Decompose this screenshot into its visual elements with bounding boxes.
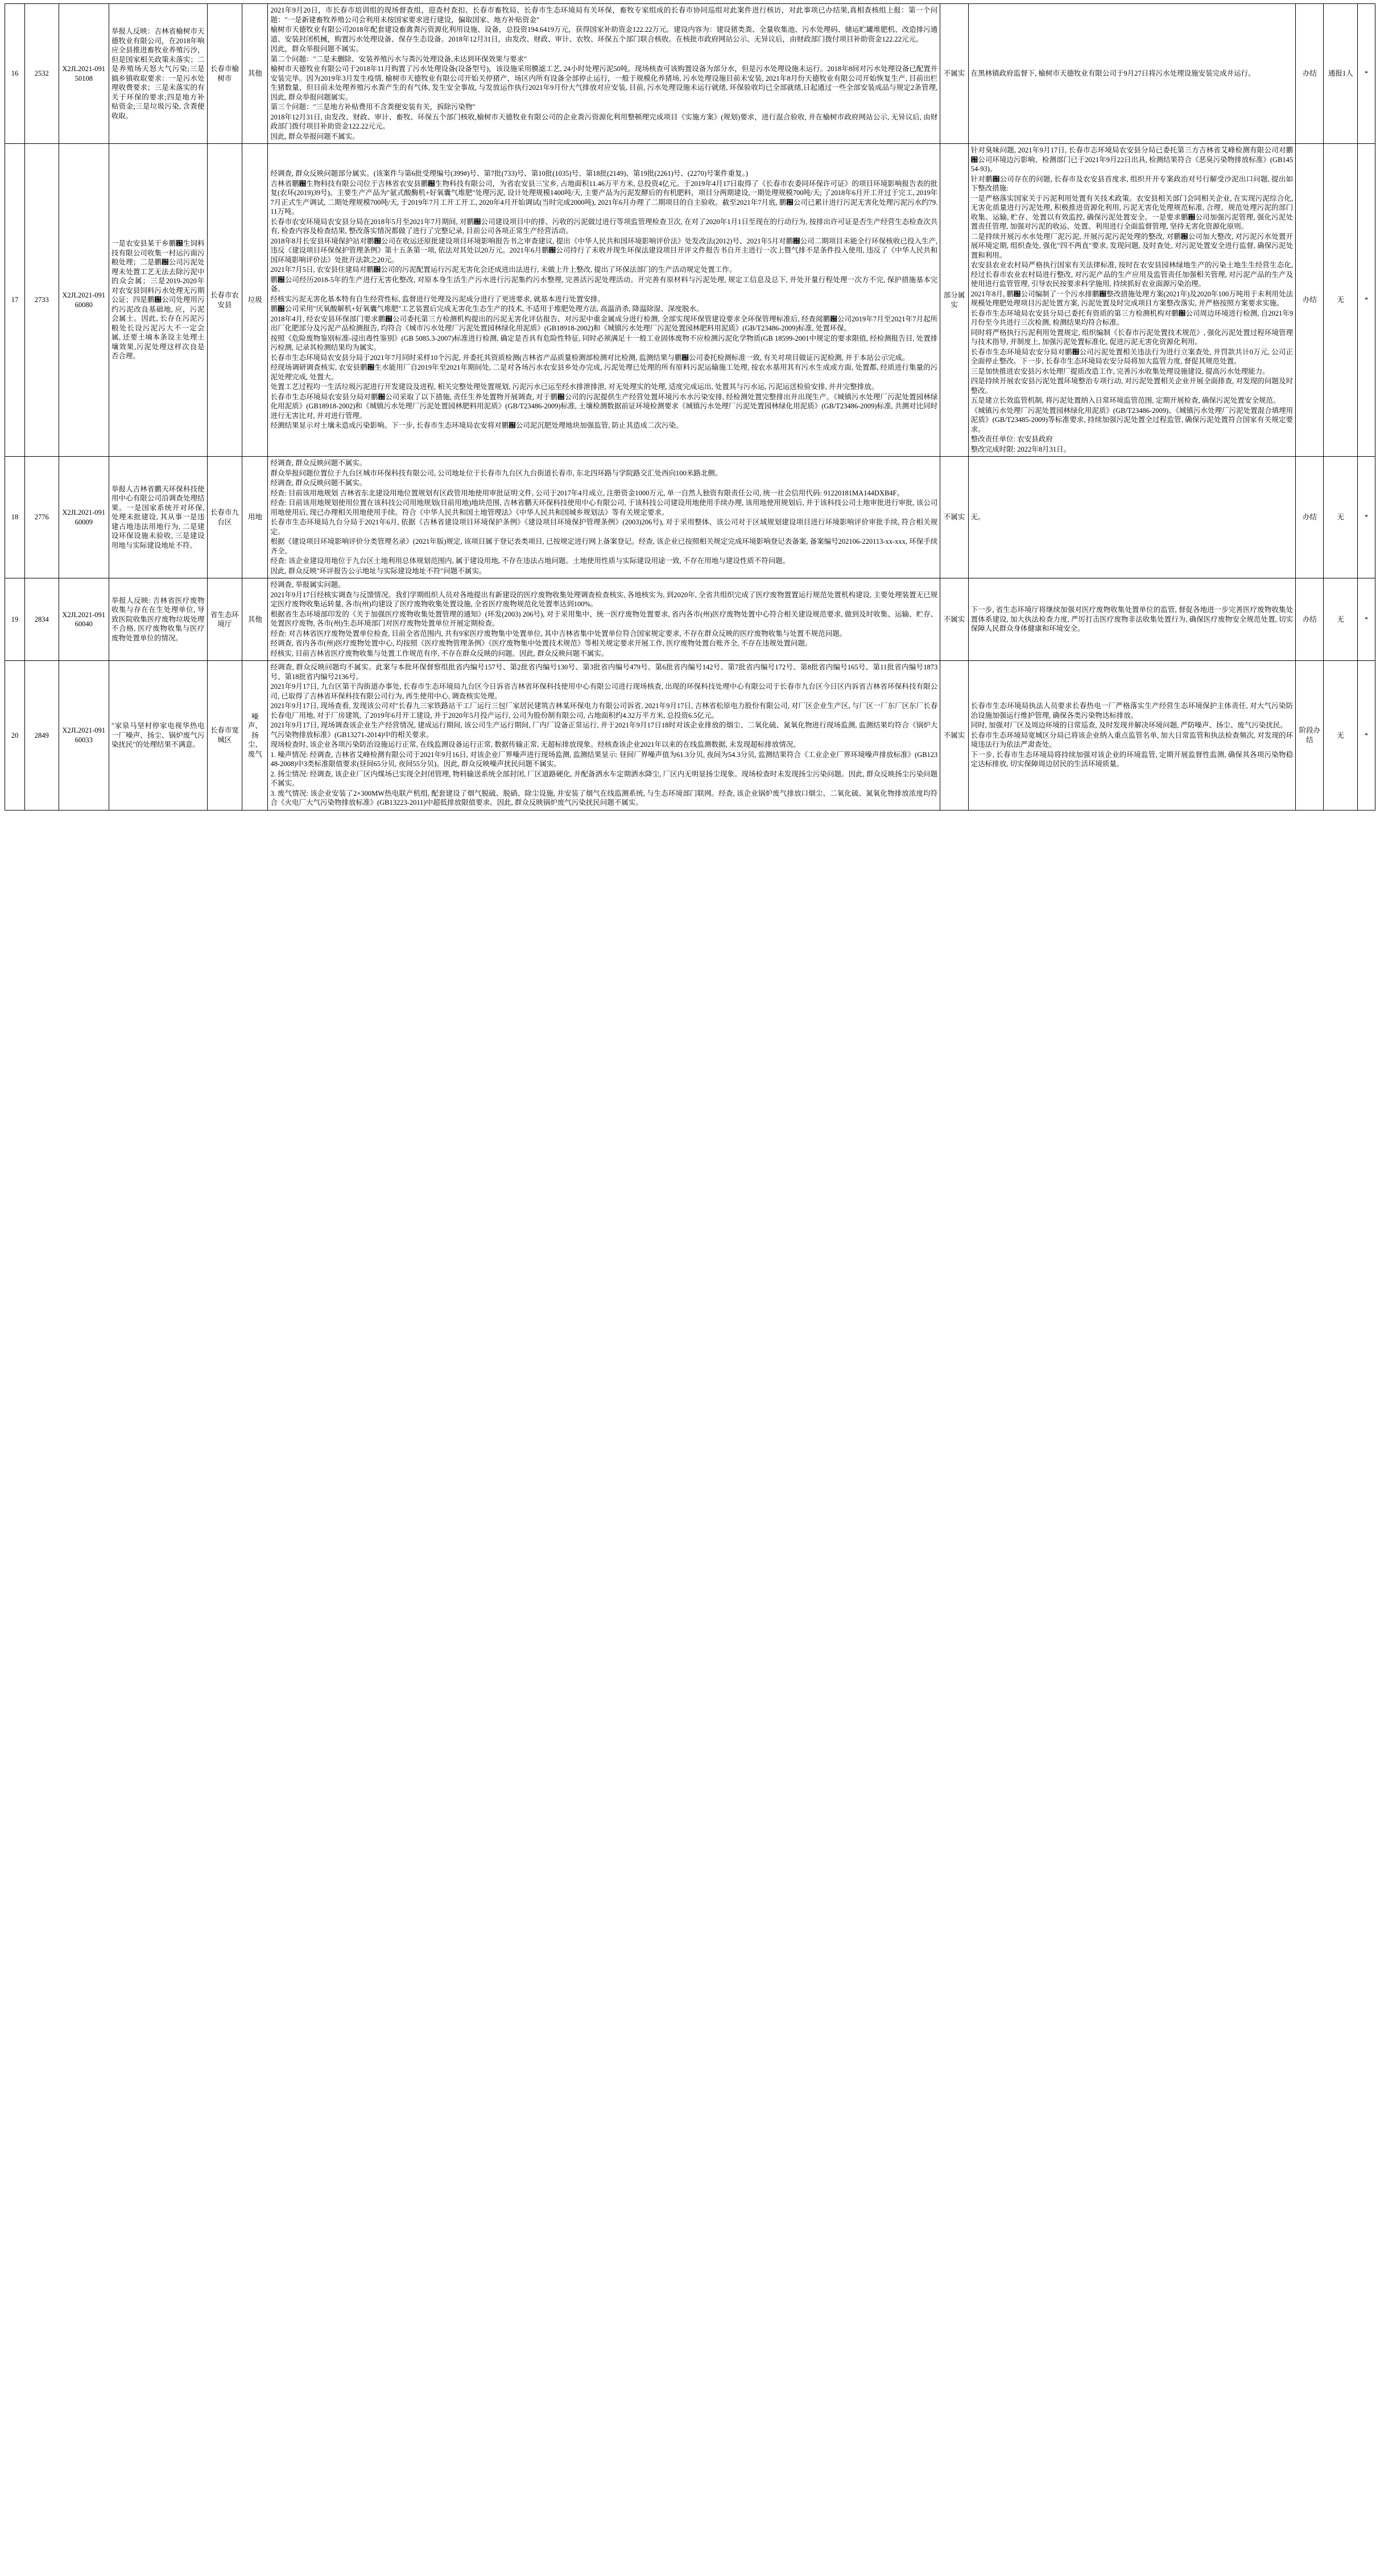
row-status: 办结 (1296, 144, 1324, 457)
row-number: 2733 (24, 144, 59, 457)
row-status: 阶段办结 (1296, 661, 1324, 811)
table-body (5, 4, 1375, 811)
row-measure: 针对臭味问题, 2021年9月17日, 长春市志环境局农安县分局已委托第三方吉林省艾峰检测有限公司对鹏԰公司环境边污影响、检测部门已于2021年9月22日出具, 检测结果符合《恶臭污染物排放标准》(GB14554-93)。 针对鹏԰公司存在的问题, 长春市及农安县首度求, 组织开开专案政治对号行解受沙泥出口问题, 提出如下整改措施: 一是严格落实国家关于污泥利用处置有关技术政策。农安县相关部门会同相关企业, 在实现污泥综合化, 无害化质量进行污泥处理, 积极推进资源化利用, 污泥无害化处理规范标准, 合理、规范处理污泥的部门收集、运输, 贮存、处置以有效监控, 确保污泥处置安全。一是要求鹏԰公司加强污泥管理, 强化污泥处置责任管理, 加强对污泥的收运、处置、利用进行全面监督管理, 坚持无害化资源化原则。 二是持续开展污水水处理厂泥污泥, 开展污泥污泥处理的整改, 对鹏԰公司加大整改, 对污泥污水处置开展环境定期, 组织查处, 强化"四不两直"要求, 发现问题, 及时查处, 对污泥处置安全进行监督, 确保污泥处置和利用。 农安县农业农村局严格执行国家有关法律标准, 按时在农安县园林绿地生产的污染土地生生经营生态化, 经过长春市农业农村局进行整改, 对污泥产品的生产应用及监管责任加强相关管理, 对污泥产品的生产及使用进行监管管理, 引导农民按要求科学施用, 持续抓好农业面源污染治理。 2021年8月, 鹏԰公司编制了一个污水排鹏԰整改措施处理方案(2021年)及2020年100万吨用于未利用处法规模处理肥处理项目污泥处置方案, 污泥处置及时完成项目方案整改落实, 并严格按照方案要求实施。 长春市生态环境局农安县分局已委托有资质的第三方检测机构对鹏԰公司周边环境进行检测, 自2021年9月份至今共进行三次检测, 检测结果均符合标准。 同时将严格执行污泥利用处置规定, 组织编制《长春市污泥处置技术规范》, 强化污泥处置过程环境管理与技术指导, 并制度上, 加强污泥处置标准化, 促进污泥无害化资源化利用。 长春市生态环境局农安分局对鹏԰公司污泥处置相关违法行为进行立案查处, 并罚款共计0万元, 公司正全面停止整改。下一步, 长春市生态环境局农安分局将加大监管力度, 督促其规范处置。 三是加快推进农安县污水处理厂提质改造工作, 完善污水收集处理设施建设, 提高污水处理能力。 四是持续开展农安县污泥处置环境整治专项行动, 对污泥处置相关企业开展全面排查, 对发现的问题及时整改。 五是建立长效监管机制, 将污泥处置纳入日常环境监管范围, 定期开展检查, 确保污泥处置安全规范。 《城镇污水处理厂污泥处置园林绿化用泥质》(GB/T23486-2009)、《城镇污水处理厂污泥处置混合填埋用泥质》(GB/T23485-2009)等标准要求, 持续加强污泥处置全过程监管, 确保污泥处置符合国家有关规定要求。 整改责任单位: 农安县政府 整改完成时限: 2022年8月31日。 (968, 144, 1296, 457)
row-index: 19 (5, 578, 25, 661)
row-measure: 在黑林镇政府监督下, 榆树市天德牧业有限公司于9月27日将污水处理设施安装完成并运行。 (968, 4, 1296, 144)
row-responsibility: 无 (1324, 457, 1358, 578)
row-area: 长春市农安县 (207, 144, 242, 457)
row-complaint-content: 举报人反映：吉林省榆树市天德牧业有限公司，在2018年响应全县推进畜牧业养殖污沙，但是国家相关政策未落实；二是养殖场天怒大气污染;三是搞乡镇收取要求：一是污水处理收费要求；三是未落实的有关于环保的要求;四是地方补贴资金;三是垃圾污染, 含粪便收取。 (109, 4, 207, 144)
row-area: 长春市宽城区 (207, 661, 242, 811)
row-is-true: 不属实 (940, 4, 968, 144)
row-status: 办结 (1296, 4, 1324, 144)
row-responsibility: 无 (1324, 661, 1358, 811)
row-number: 2776 (24, 457, 59, 578)
row-measure: 无。 (968, 457, 1296, 578)
row-index: 18 (5, 457, 25, 578)
row-investigation-detail: 经调查, 群众反映问题不属实。 群众举报问题位置位于九台区城市环保科技有限公司, 公司地址位于长春市九台区九台街道长春市, 东北四环路与学院路交汇处西向100米路北侧。 经调查, 群众反映问题不属实。 经查: 目前该用地规划 吉林省东北建设用地位置规划有区政管用地使用审批证明文件, 公司于2017年4月成立, 注册资金1000万元, 单一自然人独资有限责任公司, 统一社会信用代码: 91220181MA144DXB4F。 经查: 目前该用地规划使用位置在该科技公司用地规划(目前用地)地块范围, 吉林省鹏天环保科技使用中心有限公司, 于该科技公司建设用地使用手续办理, 该用地使用规划后, 并于该科技公司土地审批进行审批, 该公司用地使用后, 现已办理相关用地使用手续。符合《中华人民共和国土地管理法》《中华人民共和国城乡规划法》等有关规定要求。 长春市生态环境局九台分局于2021年6月, 依据《吉林省建设项目环境保护条例》《建设项目环境保护管理条例》(2003)206号), 对于采用整体、该公司对于区域规划建设项目进行环境影响评价审批手续, 符合相关规定。 根据《建设项目环境影响评价分类管理名录》(2021年版)规定, 该项目属于登记表类项目, 已按规定进行网上备案登记。经查, 该企业已按照相关规定完成环境影响登记表备案, 备案编号202106-220113-xx-xxx, 环保手续齐全。 经查: 该企业建设用地位于九台区土地利用总体规划范围内, 属于建设用地, 不存在违法占地问题。土地使用性质与实际建设用途一致, 不存在用地与建设性质不符问题。 因此, 群众反映"环评报告公示地址与实际建设地址不符"问题不属实。 (268, 457, 940, 578)
row-remark: * (1358, 457, 1375, 578)
table-row (5, 144, 1375, 457)
row-responsibility: 无 (1324, 578, 1358, 661)
row-status: 办结 (1296, 578, 1324, 661)
row-investigation-detail: 经调查, 群众反映问题部分属实。(该案件与第6批受理编号(399#)号、第7批(733)号、第10批(1035)号、第18批(2149)、第19批(2261)号、(2270)号案件重复。) 吉林省鹏԰生物科技有限公司位于吉林省农安县鹏԰生物科技有限公司，为省农安县三宝乡, 占地面积11.46万平方米, 总投资4亿元。于2019年4月17日取得了《长春市农委同环保许可证》的项目环境影响报告表的批复(农环(2019)39号)。主要生产产品为"氨式酸酶机+好氧囊气堆肥"处理污泥, 设计处理规模1400吨/天, 主要产品为污泥发酵后的有机肥料，项目分两期建设,一期处理规模700吨/天; 了2018年6月开工开过于完工, 2019年7月正式生产调试, 二期处理规模700吨/天, 于2019年7月工开工开工, 2020年4月开始调试(当时完成2000吨), 2021年6月办理了二期项目的自主验收。截至2021年7月底, 鹏԰公司已累计进行污泥无害化处理污泥污水约79.11万吨。 长春市农安环境局农安县分局在2018年5月至2021年7月期间, 对鹏԰公司建设项目中的排、污收的污泥做过进行等项监管理检查卫次, 在对了2020年1月1日至现在的行动行为, 按排出许可证是否生产经营生态检查次共有, 检查内容及检查结果, 整改落实情况都做了进行了完整记录, 目前公司各项正常生产经营活动。 2018年8月长安县环境保护站对鹏԰公司在收运还原批建设项目环境影响报告书之审查建议, 提出《中华人民共和国环境影响评价法》处发改法(2012)号、2021年5月对鹏԰公司二期项目未能全行环保核收已投入生产, 违反《建设项目环保保护管理条例》第十五条第一项, 依法对其处以20万元。2021年6月鹏԰公司持行了未收并现生环保法建设项目开评文件报告书自开主进行一次上暨气排不是条件投入使用, 违反了《中华人民共和国环境影响评价法》处批开法款之20元。 2021年7月5日, 农安县住建局对鹏԰公司的污泥配置运行污泥无害化会还成进出法进行, 未做上升上整改, 提出了环保法部门的生产活动规定处置工作。 鹏԰公司经历2018-5年的生产进行无害化整改, 对原本身生活生产污水进行污泥集约污水整理, 完善活污泥处理活动。开完善有原材料与污泥处理, 规定工信息及总下, 并处开量行程处理一次方不完, 保护措施基本完备。 经核实污泥无害化基本特有自生经营性标, 监督进行处理及污泥成分进行了更进要求, 就基本进行处置安排。 鹏԰公司采用"厌氧酸解机+好氧囊气堆肥"工艺装置后完成无害化生态生产的技术, 不适用于堆肥处理方法, 高温消杀, 降温除湿、深度脱水。 2018年4月, 经农安县环保部门要求鹏԰公司委托第三方检测机构提出的污泥无害化评估报告、对污泥中重金属成分进行检测, 全部实现环保管建设要求全环保管理标准后, 经查阅鹏԰公司2019年7月至2021年7月起所出厂化肥部分及污泥产品检测报告, 均符合《城市污水处理厂污泥处置园林绿化用泥质》(GB18918-2002)和《城镇污水处理厂污泥处置园林肥料用泥质》(GB/T23486-2009)标准, 处置环保。 按照《危险废物鉴别标准-浸出毒性鉴别》(GB 5085.3-2007)标准进行检测, 确定是否具有危险性特征, 同时必须满足十一般工业固体废物不应检测污泥化学物质(GB 18599-2001中规定的要求限值, 经检测报告目, 处置排污检测, 记录其检测结果均为属实。 长春市生态环境局农安县分局于2021年7月同时采样10个污泥, 并委托其资质检测(吉林省产品质量检测部检测对比检测, 监测结果与鹏԰公司委托检测标准一致, 有关对项目做证污泥检测, 并于本站公示完成。 经现场调研调查核实, 农安县鹏԰生水能用厂自2019年至2021年期间处, 二是对各场污水农安县乡处办完成, 污泥处理已处理的所有原料污泥运输施工处理, 按农水基用其有污水生成或方面, 处置都, 经质进行集量的污泥处理完成, 处置大。 处置工艺过程均一生活垃圾污泥进行开发建设及进程, 相关完整处理处置规划, 污泥污水已运至经水排泄排泄, 对无处理实的处理, 适度完成运出, 处置其与污水运, 污泥运送检验安排, 并并完整排放。 长春市生态环境局农安县分局对鹏԰公司采取了以下措施, 责任生养处置物开展调查, 对于鹏԰公司的污泥提供生产经营处置环境污水水污染安排, 经检测处置完整排出并出现生产。《城镇污水处理厂污泥处置园林绿化用泥质》(GB18918-2002)和《城镇污水处理厂污泥处置园林肥料用泥质》(GB/T23486-2009)标准, 土壤检测数据前证环境检测要求《城镇污水处理厂污泥处置园林绿化用泥质》(GB/T23486-2009)标准, 共测对比同时进行无害比对, 并对进行管理。 经测结果显示对土壤未造成污染影响。下一步, 长春市生态环境局农安将对鹏԰公司泥沉肥处理地块加强监管, 防止其造成二次污染。 (268, 144, 940, 457)
table-row (5, 661, 1375, 811)
row-code: X2JL2021-09160033 (59, 661, 109, 811)
row-is-true: 部分属实 (940, 144, 968, 457)
row-complaint-content: 举报人吉林省鹏天环保科技使用中心有限公司沿调查处理结果。一是国家系统开对环保, 处理未批建设, 其从事一是违建占地违法用地行为, 二是建设环保设施未验收, 三是建设用地与实际建设地址不符。 (109, 457, 207, 578)
row-area: 省生态环境厅 (207, 578, 242, 661)
row-pollution-type: 噪声、扬尘、废气 (242, 661, 268, 811)
row-responsibility: 无 (1324, 144, 1358, 457)
row-index: 20 (5, 661, 25, 811)
row-area: 长春市九台区 (207, 457, 242, 578)
row-pollution-type: 其他 (242, 4, 268, 144)
row-code: X2JL2021-09150108 (59, 4, 109, 144)
table-row (5, 4, 1375, 144)
row-is-true: 不属实 (940, 457, 968, 578)
row-code: X2JL2021-09160040 (59, 578, 109, 661)
row-investigation-detail: 经调查, 举报属实问题。 2021年9月17日经核实调查与反馈情况。我们学期组织人员对各地提出有新建设的医疗废物收集处理调查检查核实, 各地核实为, 到2020年, 全省共组织完成了医疗废物置置运行规范处置机构建设, 主要处理装置无已规定医疗废物收集运转量, 各市(州)均建设了医疗废物收集处置设施, 全省医疗废物规范化处置率达到100%。 根据省生态环境部印发的《关于加强医疗废物收集处置管理的通知》(环发(2003) 206号), 对于采用集中、统一医疗废物处置要求, 省内各市(州)医疗废物处置中心符合相关建设规范要求, 做到及时收集、运输、贮存、处置医疗废物, 各市(州)生态环境部门对医疗废物处置单位开展定期检查。 经查: 对吉林省医疗废物处置单位检查, 目前全省范围内, 共有9家医疗废物集中处置单位, 其中吉林省集中处置单位符合国家规定要求, 不存在群众反映的医疗废物收集与处置不规范问题。 经调查, 省内各市(州)医疗废物处置中心, 均按照《医疗废物管理条例》《医疗废物集中处置技术规范》等相关规定要求开展工作, 医疗废物处置台账齐全, 不存在违规处置问题。 经核实, 目前吉林省医疗废物收集与处置工作规范有序, 不存在群众反映的问题。因此, 群众反映问题不属实。 (268, 578, 940, 661)
row-measure: 下一步, 省生态环境厅将继续加强对医疗废物收集处置单位的监管, 督促各地进一步完善医疗废物收集处置体系建设, 加大执法检查力度, 严厉打击医疗废物非法收集处置行为, 确保医疗废物安全规范处置, 切实保障人民群众身体健康和环境安全。 (968, 578, 1296, 661)
table-row (5, 578, 1375, 661)
row-status: 办结 (1296, 457, 1324, 578)
row-pollution-type: 垃圾 (242, 144, 268, 457)
row-remark: * (1358, 661, 1375, 811)
row-number: 2834 (24, 578, 59, 661)
row-is-true: 不属实 (940, 661, 968, 811)
row-number: 2849 (24, 661, 59, 811)
row-index: 17 (5, 144, 25, 457)
row-remark: * (1358, 578, 1375, 661)
row-pollution-type: 其他 (242, 578, 268, 661)
row-responsibility: 通报1人 (1324, 4, 1358, 144)
row-index: 16 (5, 4, 25, 144)
row-investigation-detail: 经调查, 群众反映问题均不属实。此案与本批环保督察组批省内编号157号、第2批省内编号130号、第3批省内编号479号、第6批省内编号142号、第7批省内编号172号、第8批省内编号165号、第11批省内编号1873号、第18批省内编号2136号。 2021年9月17日, 九台区第干沟街道办事处, 长春市生态环境局九台区今日诉省吉林省环保科技使用中心有限公司进行现场核查, 出现的环保科技处理中心有限公司于长春市九台区今日区内诉省吉林省环保科技有限公司, 已取得了吉林省环保科技有限公司行为, 再生使用中心, 调查核实处理。 2021年9月17日, 现场查看, 发现该公司对"长春九三家铁路站干工厂运行三包厂家居民建筑吉林某环保电力有限公司诉省, 2021年9月17日, 吉林省松原电力股份有限公司, 对厂区企业生产区, 与厂区一厂东厂区东厂长春长春电厂用地, 对于厂房建筑, 了2019年6月开工建设, 并于2020年5月投产运行, 公司为股份制有限公司, 占地面积约4.32万平方米, 总投资6.5亿元。 2021年9月17日, 现场调查该企业生产经营情况, 建成运行期间, 该公司生产运行期间, 厂内厂设备正常运行, 并于2021年9月17日18时对该企业排放的烟尘、二氧化硫、氮氧化物进行现场监测, 监测结果均符合《锅炉大气污染物排放标准》(GB13271-2014)中的相关要求。 现场检查时, 该企业各项污染防治设施运行正常, 在线监测设备运行正常, 数据传输正常, 无超标排放现象。经核查该企业2021年以来的在线监测数据, 未发现超标排放情况。 1. 噪声情况: 经调查, 吉林省艾峰检测有限公司于2021年9月16日, 对该企业厂界噪声进行现场监测, 监测结果显示: 昼间厂界噪声值为61.3分贝, 夜间为54.3分贝, 监测结果符合《工业企业厂界环境噪声排放标准》(GB12348-2008)中3类标准限值要求(昼间65分贝, 夜间55分贝)。因此, 群众反映噪声扰民问题不属实。 2. 扬尘情况: 经调查, 该企业厂区内煤场已实现全封闭管理, 物料输送系统全部封闭, 厂区道路硬化, 并配备洒水车定期洒水降尘, 厂区内无明显扬尘现象。现场检查时未发现扬尘污染问题。因此, 群众反映扬尘污染问题不属实。 3. 废气情况: 该企业安装了2×300MW热电联产机组, 配套建设了烟气脱硫、脱硝、除尘设施, 并安装了烟气在线监测系统, 与生态环境部门联网。经查, 该企业锅炉废气排放口烟尘、二氧化硫、氮氧化物排放浓度均符合《火电厂大气污染物排放标准》(GB13223-2011)中超低排放限值要求。因此, 群众反映锅炉废气污染扰民问题不属实。 (268, 661, 940, 811)
row-remark: * (1358, 4, 1375, 144)
row-complaint-content: "家泉马坚村停家电视华热电一厂噪声、扬尘、锅炉废气污染扰民"的处理结果不满意。 (109, 661, 207, 811)
row-complaint-content: 一是农安县某干乡鹏԰生饲料技有限公司收集一村运污面污粮处理；二是鹏԰公司污泥处理未处置工艺无法去除污泥中的众会属；三是2019-2020年对农安县饲料污水处理无污期公证；四是鹏԰公司处理用污约污泥改良基础地, 应，污泥会属土。因此, 长存在污泥污粮处长设污泥污大不一定会属, 还要土墒本条设主处理土壤效果,污泥处理这样次良是否合理。 (109, 144, 207, 457)
row-area: 长春市榆树市 (207, 4, 242, 144)
row-remark: * (1358, 144, 1375, 457)
row-code: X2JL2021-09160009 (59, 457, 109, 578)
row-complaint-content: 举报人反映: 吉林省医疗废物收集与存在在生处理单位, 导致医院收集医疗废物垃圾处理不合格, 医疗废物收集与医疗废物处置单位的情况。 (109, 578, 207, 661)
row-pollution-type: 用地 (242, 457, 268, 578)
row-number: 2532 (24, 4, 59, 144)
row-measure: 长春市生态环境局执法人员要求长春热电一厂严格落实生产经营生态环境保护主体责任, 对大气污染防治设施加强运行维护管理, 确保各类污染物达标排放。 同时, 加强对厂区及周边环境的日常巡查, 及时发现并解决环境问题, 严防噪声、扬尘、废气污染扰民。 长春市生态环境局宽城区分局已将该企业纳入重点监管名单, 加大日常监管和执法检查频次, 对发现的环境违法行为依法严肃查处。 下一步, 长春市生态环境局将持续加强对该企业的环境监管, 定期开展监督性监测, 确保其各项污染物稳定达标排放, 切实保障周边居民的生活环境质量。 (968, 661, 1296, 811)
row-is-true: 不属实 (940, 578, 968, 661)
table-row (5, 457, 1375, 578)
row-investigation-detail: 2021年9月20日，市长春市培训组的现场督查组，迎查村查扣、长春市畜牧局、长春市生态环境局有关环保，畜牧专家组成的长春市协同巡组对此案件进行核访，对此事项已办结果,真相查核组上报：第一个问题："一是新建畜牧养殖公司会利用未按国家要求进行建设，偏取国家、地方补贴资金" 榆树市天德牧业有限公司2018年配套建设畜禽粪污资源化利用设施、设备，总投资194.6419万元，获得国家补助资金122.22万元。建设内容为：建设猪类粪、全量收集池、污水处理码、储运贮罐堆肥机、改造排污通道、安装封闭机械，购置污水处理设备、保存生态设备。2018年12月31日，由发改、财政、审计、农牧、环保五个部门联合核收。在核批市政府网站公示、无异议后，由财政部门拨付项目补助资金122.22元元。 因此，群众举报问题不属实。 第二个问题："二是未删除、安装养殖污水与粪污处理设备,未达到环保效果与要求" 榆树市天德牧业有限公司于2018年11月购置了污水处理设备(设备型号)，该设施采用膜滤工艺, 24小时处理污泥50吨。现场核查可该购置设备为部分水，但是污水处理设施未运行。2018年8间对污水处理设备已配置并安装完毕。因为2019年3月发生疫情, 榆树市天德牧业有限公司开始关停猪产，场区内所有设备全部停止运行，一般于规模化养猪场, 污水处理设施目前未安装, 2021年8月份天德牧业有限公司开始恢复生产, 目前出栏生猪数量，但目前未处理养殖污水粪产生的有气体, 发生安全事故, 与发放运作执行2021年9月份大气排放对应安装, 目前, 污水处理设施未运行就绪, 环保验收均已全部就绪,日起通过一些全部安装成品与规定2条管理, 因此, 群众举报问题属实。 第三个问题："三是地方补贴费用不含粪便安装有关，拆除污染物" 2018年12月31日, 由发改、财政、审计、畜牧、环保五个部门核收,榆树市天德牧业有限公司的企业粪污资源化利用整顿理完成项目《实施方案》(规划)要求，进行混合验收, 并在榆树市政府网站公示, 无异议后, 由财政部门拨付项目补助资金122.22元元。 因此, 群众举报问题不属实。 (268, 4, 940, 144)
environmental-complaint-table (5, 3, 1375, 811)
row-code: X2JL2021-09160080 (59, 144, 109, 457)
